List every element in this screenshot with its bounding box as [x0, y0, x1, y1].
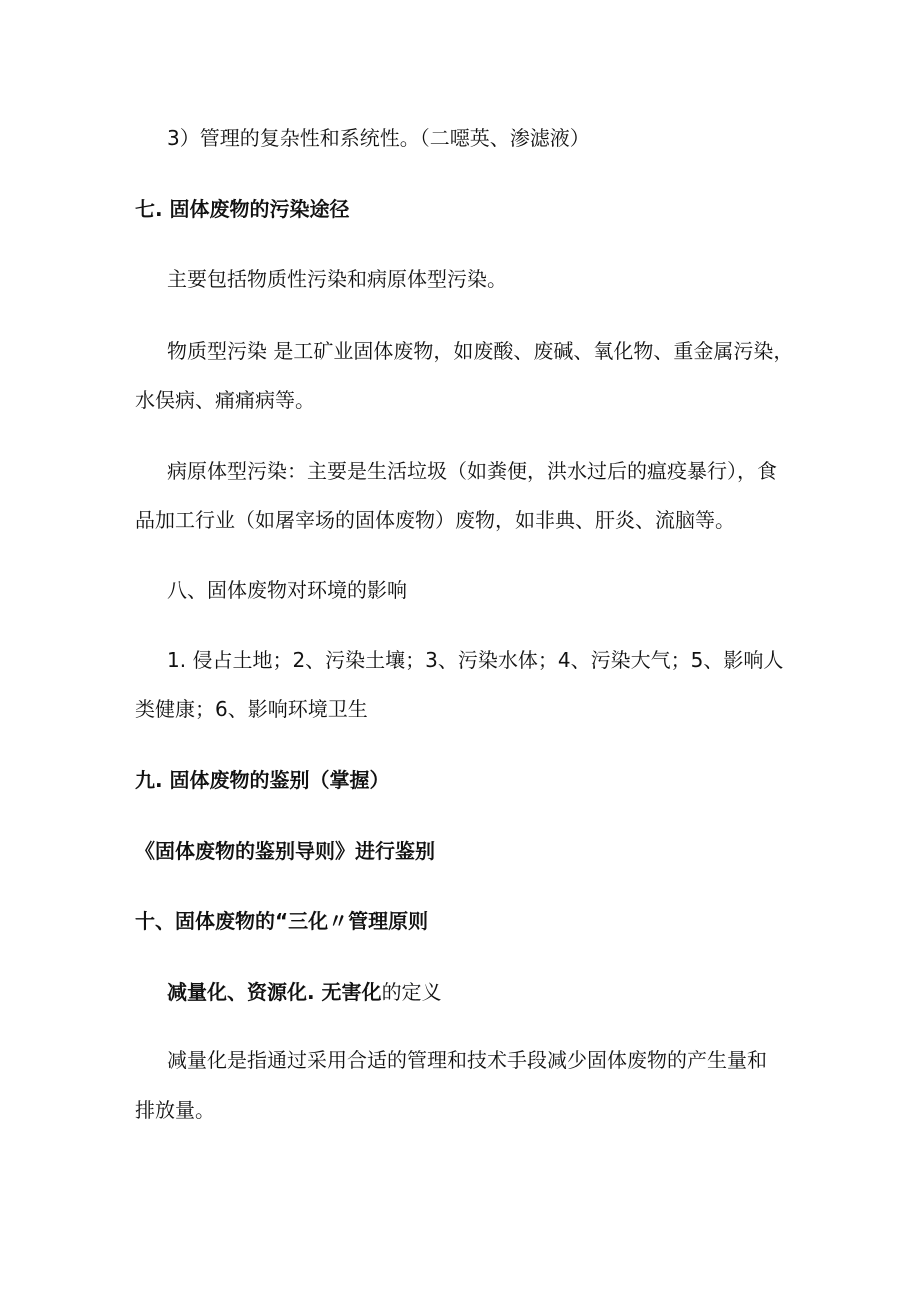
subheading-bold-part: 减量化、资源化. 无害化 — [167, 980, 382, 1004]
section-9-body: 《固体废物的鉴别导则》进行鉴别 — [135, 839, 435, 863]
pathogen-pollution-line-2: 品加工行业（如屠宰场的固体废物）废物，如非典、肝炎、流脑等。 — [135, 508, 735, 532]
impacts-line-1: 1. 侵占土地；2、污染土壤；3、污染水体；4、污染大气；5、影响人 — [167, 648, 784, 672]
pathogen-pollution-line-1: 病原体型污染：主要是生活垃圾（如粪便，洪水过后的瘟疫暴行），食 — [167, 459, 777, 483]
section-7-heading: 七. 固体废物的污染途径 — [135, 197, 350, 221]
material-pollution-line-2: 水俣病、痛痛病等。 — [135, 388, 315, 412]
section-10-subheading — [167, 978, 442, 1006]
reduction-definition: 减量化是指通过采用合适的管理和技术手段减少固体废物的产生量和排放量。 — [135, 1048, 767, 1122]
material-pollution-line-1: 物质型污染 是工矿业固体废物，如废酸、废碱、氧化物、重金属污染， — [167, 339, 794, 363]
section-7-intro: 主要包括物质性污染和病原体型污染。 — [167, 267, 507, 291]
item-3-text: 3）管理的复杂性和系统性。（二噁英、渗滤液） — [167, 126, 590, 150]
impacts-line-2: 类健康；6、影响环境卫生 — [135, 697, 368, 721]
subheading-regular-part: 的定义 — [381, 980, 442, 1004]
section-9-heading: 九. 固体废物的鉴别（掌握） — [135, 768, 390, 792]
section-8-heading: 八、固体废物对环境的影响 — [167, 578, 407, 602]
section-10-heading: 十、固体废物的“三化〃管理原则 — [135, 909, 429, 933]
